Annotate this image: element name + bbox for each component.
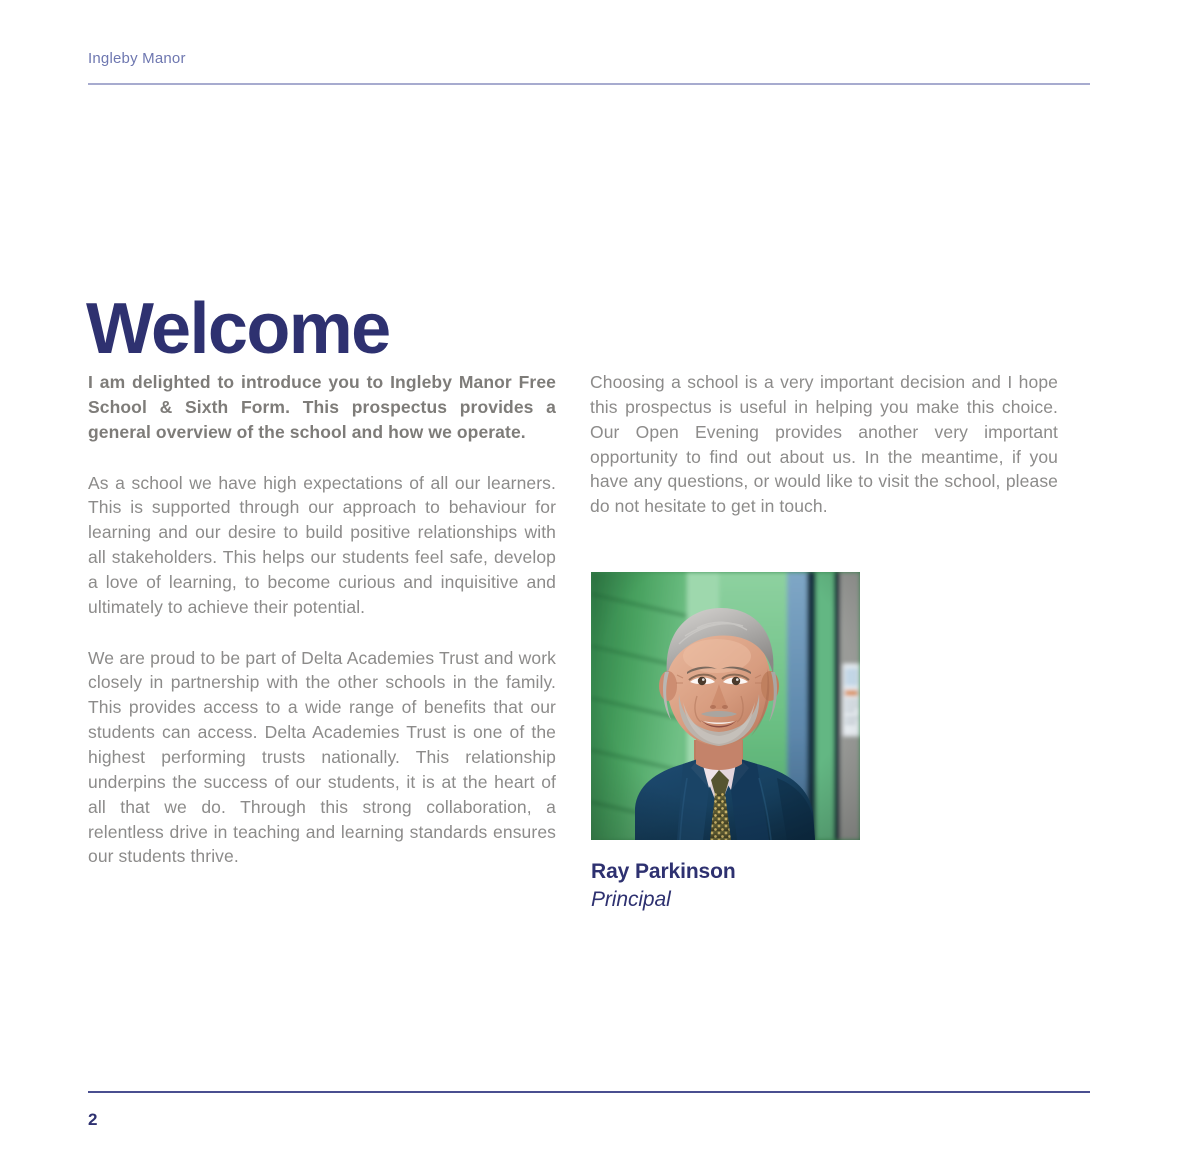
body-paragraph-2: As a school we have high expectations of all our learners. This is supported through our approach to behaviour for learning and our desire to build positive relationships with all stakeholders. This helps our students feel safe, develop a love of learning, to become curious and inquisitive and ultimately to achieve their potential. [88,472,556,617]
page-title: Welcome [86,289,390,370]
two-column-body [88,370,1058,869]
right-paragraph-1: Choosing a school is a very important decision and I hope this prospectus is useful in helping you make this choice. Our Open Evening provides another very important opportunity to find out about us. In the meantime, if you have any questions, or would like to visit the school, please do not hesitate to get in touch. [590,372,1058,517]
caption-person-role: Principal [591,887,671,911]
footer-divider-rule [88,1091,1090,1093]
portrait-caption [591,858,991,914]
left-column [88,370,556,869]
caption-person-name: Ray Parkinson [591,860,736,883]
portrait-photo-image [591,572,860,840]
body-paragraph-3: We are proud to be part of Delta Academies Trust and work closely in partnership with the other schools in the family. This provides access to a wide range of benefits that our students can access. Delta Academies Trust is one of the highest performing trusts nationally. This relationship underpins the success of our students, it is at the heart of all that we do. Through this strong collaboration, a relentless drive in teaching and learning standards ensures our students thrive. [88,647,556,867]
portrait-photo-principal [591,572,860,840]
running-header [88,50,1090,68]
running-header-text: Ingleby Manor [88,50,186,67]
page-number: 2 [88,1110,98,1129]
header-divider-rule [88,83,1090,85]
lead-paragraph: I am delighted to introduce you to Ingleby Manor Free School & Sixth Form. This prospectus provides a general overview of the school and how we operate. [88,372,556,442]
